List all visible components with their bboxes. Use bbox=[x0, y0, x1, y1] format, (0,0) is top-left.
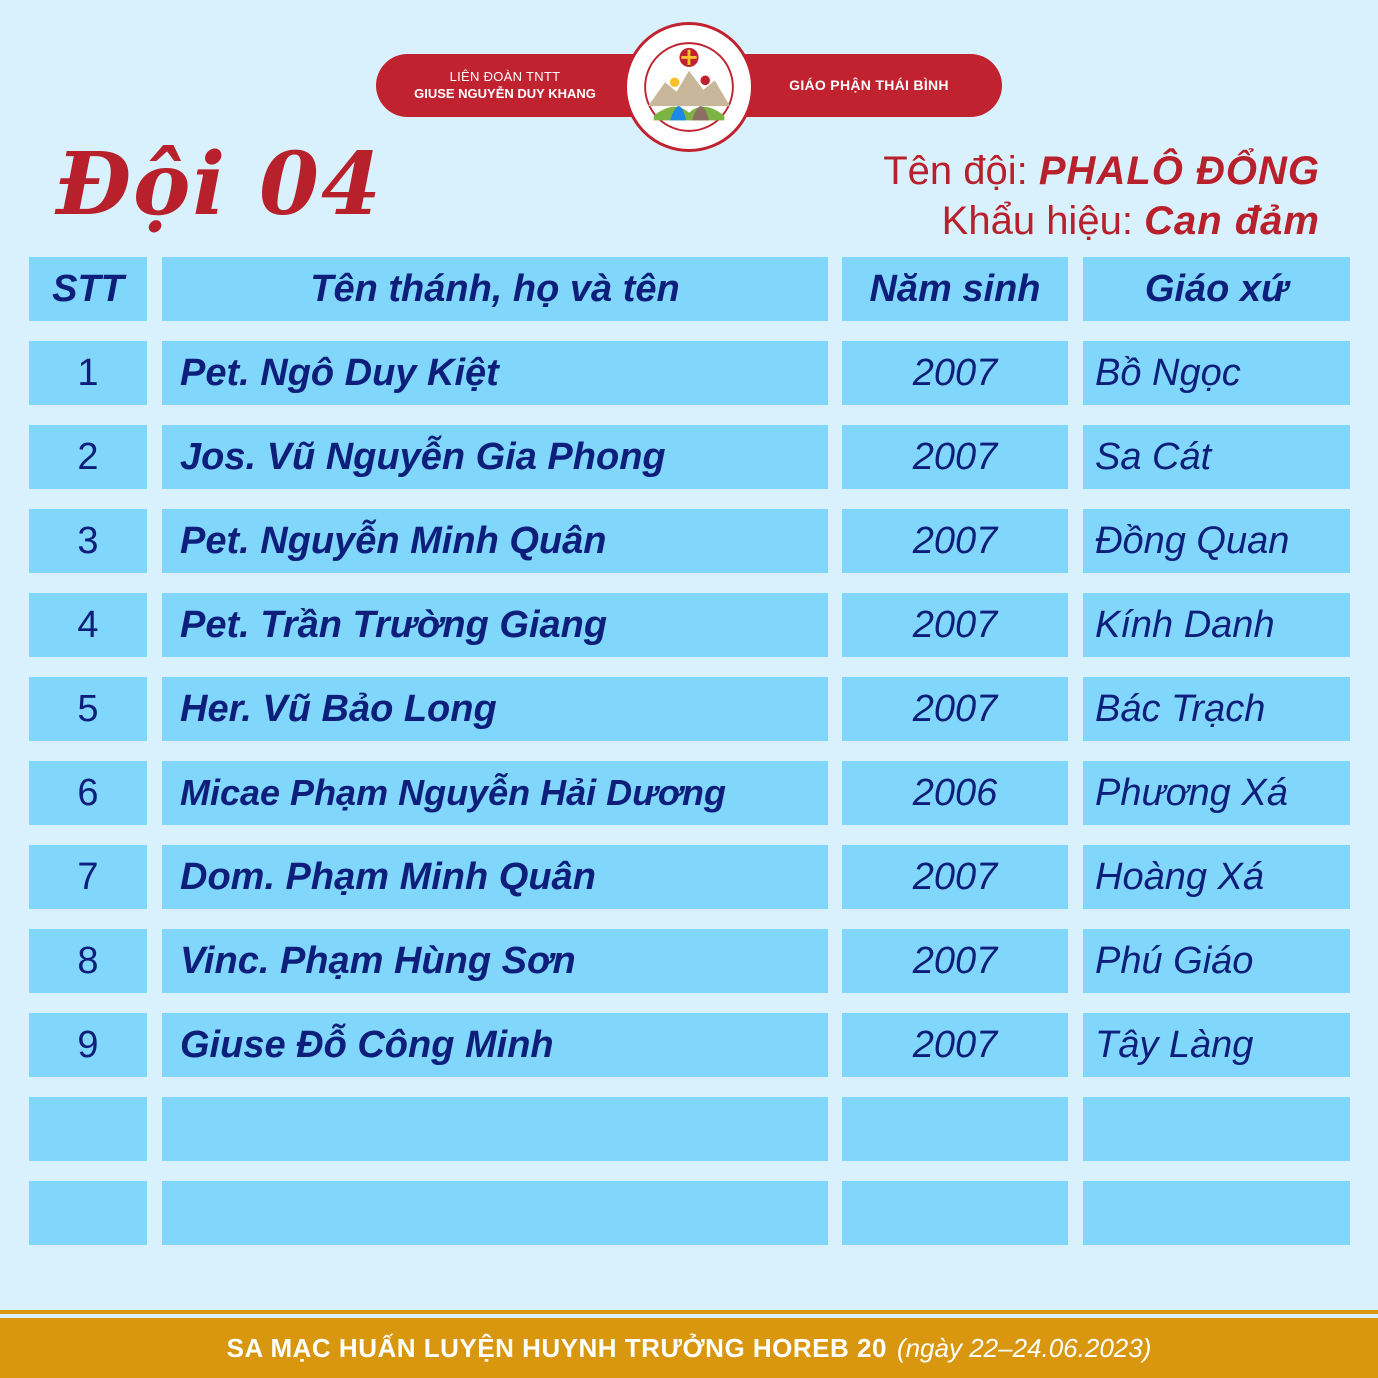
row-stt: 9 bbox=[29, 1013, 147, 1077]
banner-left-text bbox=[376, 68, 634, 102]
row-parish: Phương Xá bbox=[1083, 761, 1350, 825]
seal-emblem-icon bbox=[627, 25, 751, 149]
diocese-seal-logo bbox=[624, 22, 754, 152]
row-parish: Bác Trạch bbox=[1083, 677, 1350, 741]
row-birth-year: 2007 bbox=[842, 1013, 1068, 1077]
team-motto-value: Can đảm bbox=[1144, 199, 1320, 243]
footer-date: (ngày 22–24.06.2023) bbox=[896, 1332, 1152, 1363]
header-birth-year: Năm sinh bbox=[842, 257, 1068, 321]
row-name: Pet. Ngô Duy Kiệt bbox=[162, 341, 828, 405]
row-parish: Tây Làng bbox=[1083, 1013, 1350, 1077]
team-name-label: Tên đội: bbox=[883, 149, 1028, 193]
footer-divider bbox=[0, 1310, 1378, 1314]
row-parish: Kính Danh bbox=[1083, 593, 1350, 657]
row-birth-year bbox=[842, 1097, 1068, 1161]
row-birth-year: 2007 bbox=[842, 929, 1068, 993]
team-name-line bbox=[883, 146, 1320, 196]
row-parish: Bồ Ngọc bbox=[1083, 341, 1350, 405]
header-name: Tên thánh, họ và tên bbox=[162, 257, 828, 321]
row-name: Jos. Vũ Nguyễn Gia Phong bbox=[162, 425, 828, 489]
row-name: Pet. Nguyễn Minh Quân bbox=[162, 509, 828, 573]
row-stt: 6 bbox=[29, 761, 147, 825]
row-birth-year: 2007 bbox=[842, 509, 1068, 573]
row-name bbox=[162, 1181, 828, 1245]
row-birth-year: 2007 bbox=[842, 593, 1068, 657]
header-parish: Giáo xứ bbox=[1083, 257, 1350, 321]
banner-right-text: GIÁO PHẬN THÁI BÌNH bbox=[789, 77, 949, 93]
row-name: Her. Vũ Bảo Long bbox=[162, 677, 828, 741]
banner-left-line1: LIÊN ĐOÀN TNTT bbox=[449, 69, 561, 84]
row-name: Vinc. Phạm Hùng Sơn bbox=[162, 929, 828, 993]
team-info bbox=[883, 146, 1320, 246]
banner-left-line2: GIUSE NGUYỄN DUY KHANG bbox=[414, 86, 596, 101]
row-name: Giuse Đỗ Công Minh bbox=[162, 1013, 828, 1077]
row-parish bbox=[1083, 1097, 1350, 1161]
row-birth-year: 2006 bbox=[842, 761, 1068, 825]
row-name: Pet. Trần Trường Giang bbox=[162, 593, 828, 657]
row-birth-year: 2007 bbox=[842, 677, 1068, 741]
row-stt: 5 bbox=[29, 677, 147, 741]
row-parish: Hoàng Xá bbox=[1083, 845, 1350, 909]
row-stt: 7 bbox=[29, 845, 147, 909]
row-name bbox=[162, 1097, 828, 1161]
row-birth-year: 2007 bbox=[842, 845, 1068, 909]
row-parish: Đồng Quan bbox=[1083, 509, 1350, 573]
footer-title: SA MẠC HUẤN LUYỆN HUYNH TRƯỞNG HOREB 20 bbox=[226, 1332, 887, 1363]
team-title: Đội 04 bbox=[56, 134, 383, 235]
row-stt: 4 bbox=[29, 593, 147, 657]
row-stt bbox=[29, 1097, 147, 1161]
row-name: Micae Phạm Nguyễn Hải Dương bbox=[162, 761, 828, 825]
team-motto-label: Khẩu hiệu: bbox=[941, 199, 1133, 243]
team-motto-line bbox=[883, 196, 1320, 246]
row-birth-year: 2007 bbox=[842, 341, 1068, 405]
row-parish: Sa Cát bbox=[1083, 425, 1350, 489]
row-parish: Phú Giáo bbox=[1083, 929, 1350, 993]
row-birth-year bbox=[842, 1181, 1068, 1245]
team-name-value: PHALÔ ĐỔNG bbox=[1038, 149, 1320, 193]
row-parish bbox=[1083, 1181, 1350, 1245]
row-name: Dom. Phạm Minh Quân bbox=[162, 845, 828, 909]
header-stt: STT bbox=[29, 257, 147, 321]
footer-bar bbox=[0, 1318, 1378, 1378]
row-stt: 2 bbox=[29, 425, 147, 489]
row-stt: 1 bbox=[29, 341, 147, 405]
row-stt: 3 bbox=[29, 509, 147, 573]
row-stt: 8 bbox=[29, 929, 147, 993]
row-birth-year: 2007 bbox=[842, 425, 1068, 489]
row-stt bbox=[29, 1181, 147, 1245]
